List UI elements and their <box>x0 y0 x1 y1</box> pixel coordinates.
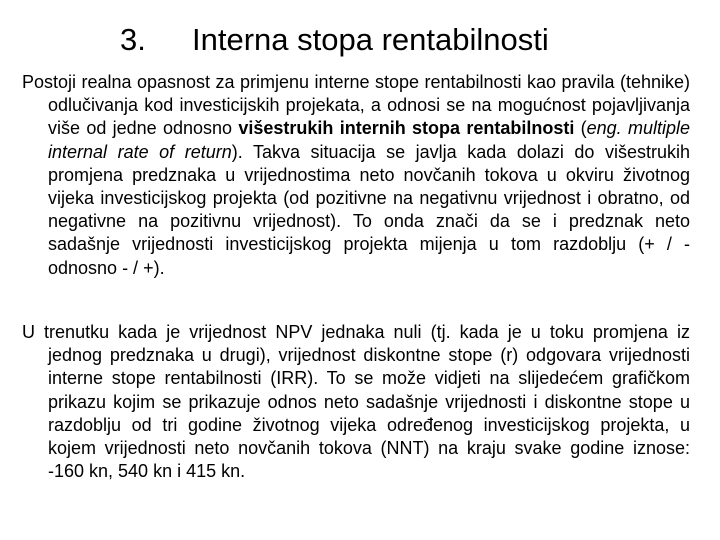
paragraph1-text-before: Postoji realna opasnost za primjenu interne stope rentabilnosti kao pravila (tehnike) odlučivanja kod investicijskih projekata, a odnosi se na mogućnost pojavljivanja više od jedne odnosno <box>22 72 690 139</box>
paragraph-multiple-irr <box>22 71 690 280</box>
paragraph1-text-after: ). Takva situacija se javlja kada dolazi do višestrukih promjena predznaka u vrijednostima neto novčanih tokova u okviru životnog vijeka investicijskog projekta (od pozitivne na negativnu vrijednost i obratno, od negativne na pozitivnu vrijednost). To onda znači da se i predznak neto sadašnje vrijednosti investicijskog projekta mijenja u tom razdoblju (+ / - odnosno - / +). <box>48 141 690 278</box>
paragraph1-bold-term: višestrukih internih stopa rentabilnosti <box>238 118 575 139</box>
paragraph1-english-term: eng. multiple internal rate of return <box>48 118 691 162</box>
slide-number: 3. <box>120 22 146 57</box>
paragraph-npv-irr: U trenutku kada je vrijednost NPV jednaka nuli (tj. kada je u toku promjena iz jednog predznaka u drugi), vrijednost diskontne stope (r) odgovara vrijednosti interne stope rentabilnosti (IRR). To se može vidjeti na slijedećem grafičkom prikazu kojim se prikazuje odnos neto sadašnje vrijednosti i diskontne stope u razdoblju od tri godine životnog vijeka određenog investicijskog projekta, u kojem vrijednosti neto novčanih tokova (NNT) na kraju svake godine iznose: -160 kn, 540 kn i 415 kn. <box>22 322 690 482</box>
paragraph1-paren-open: ( <box>574 118 587 139</box>
slide-title-text: Interna stopa rentabilnosti <box>192 22 549 57</box>
